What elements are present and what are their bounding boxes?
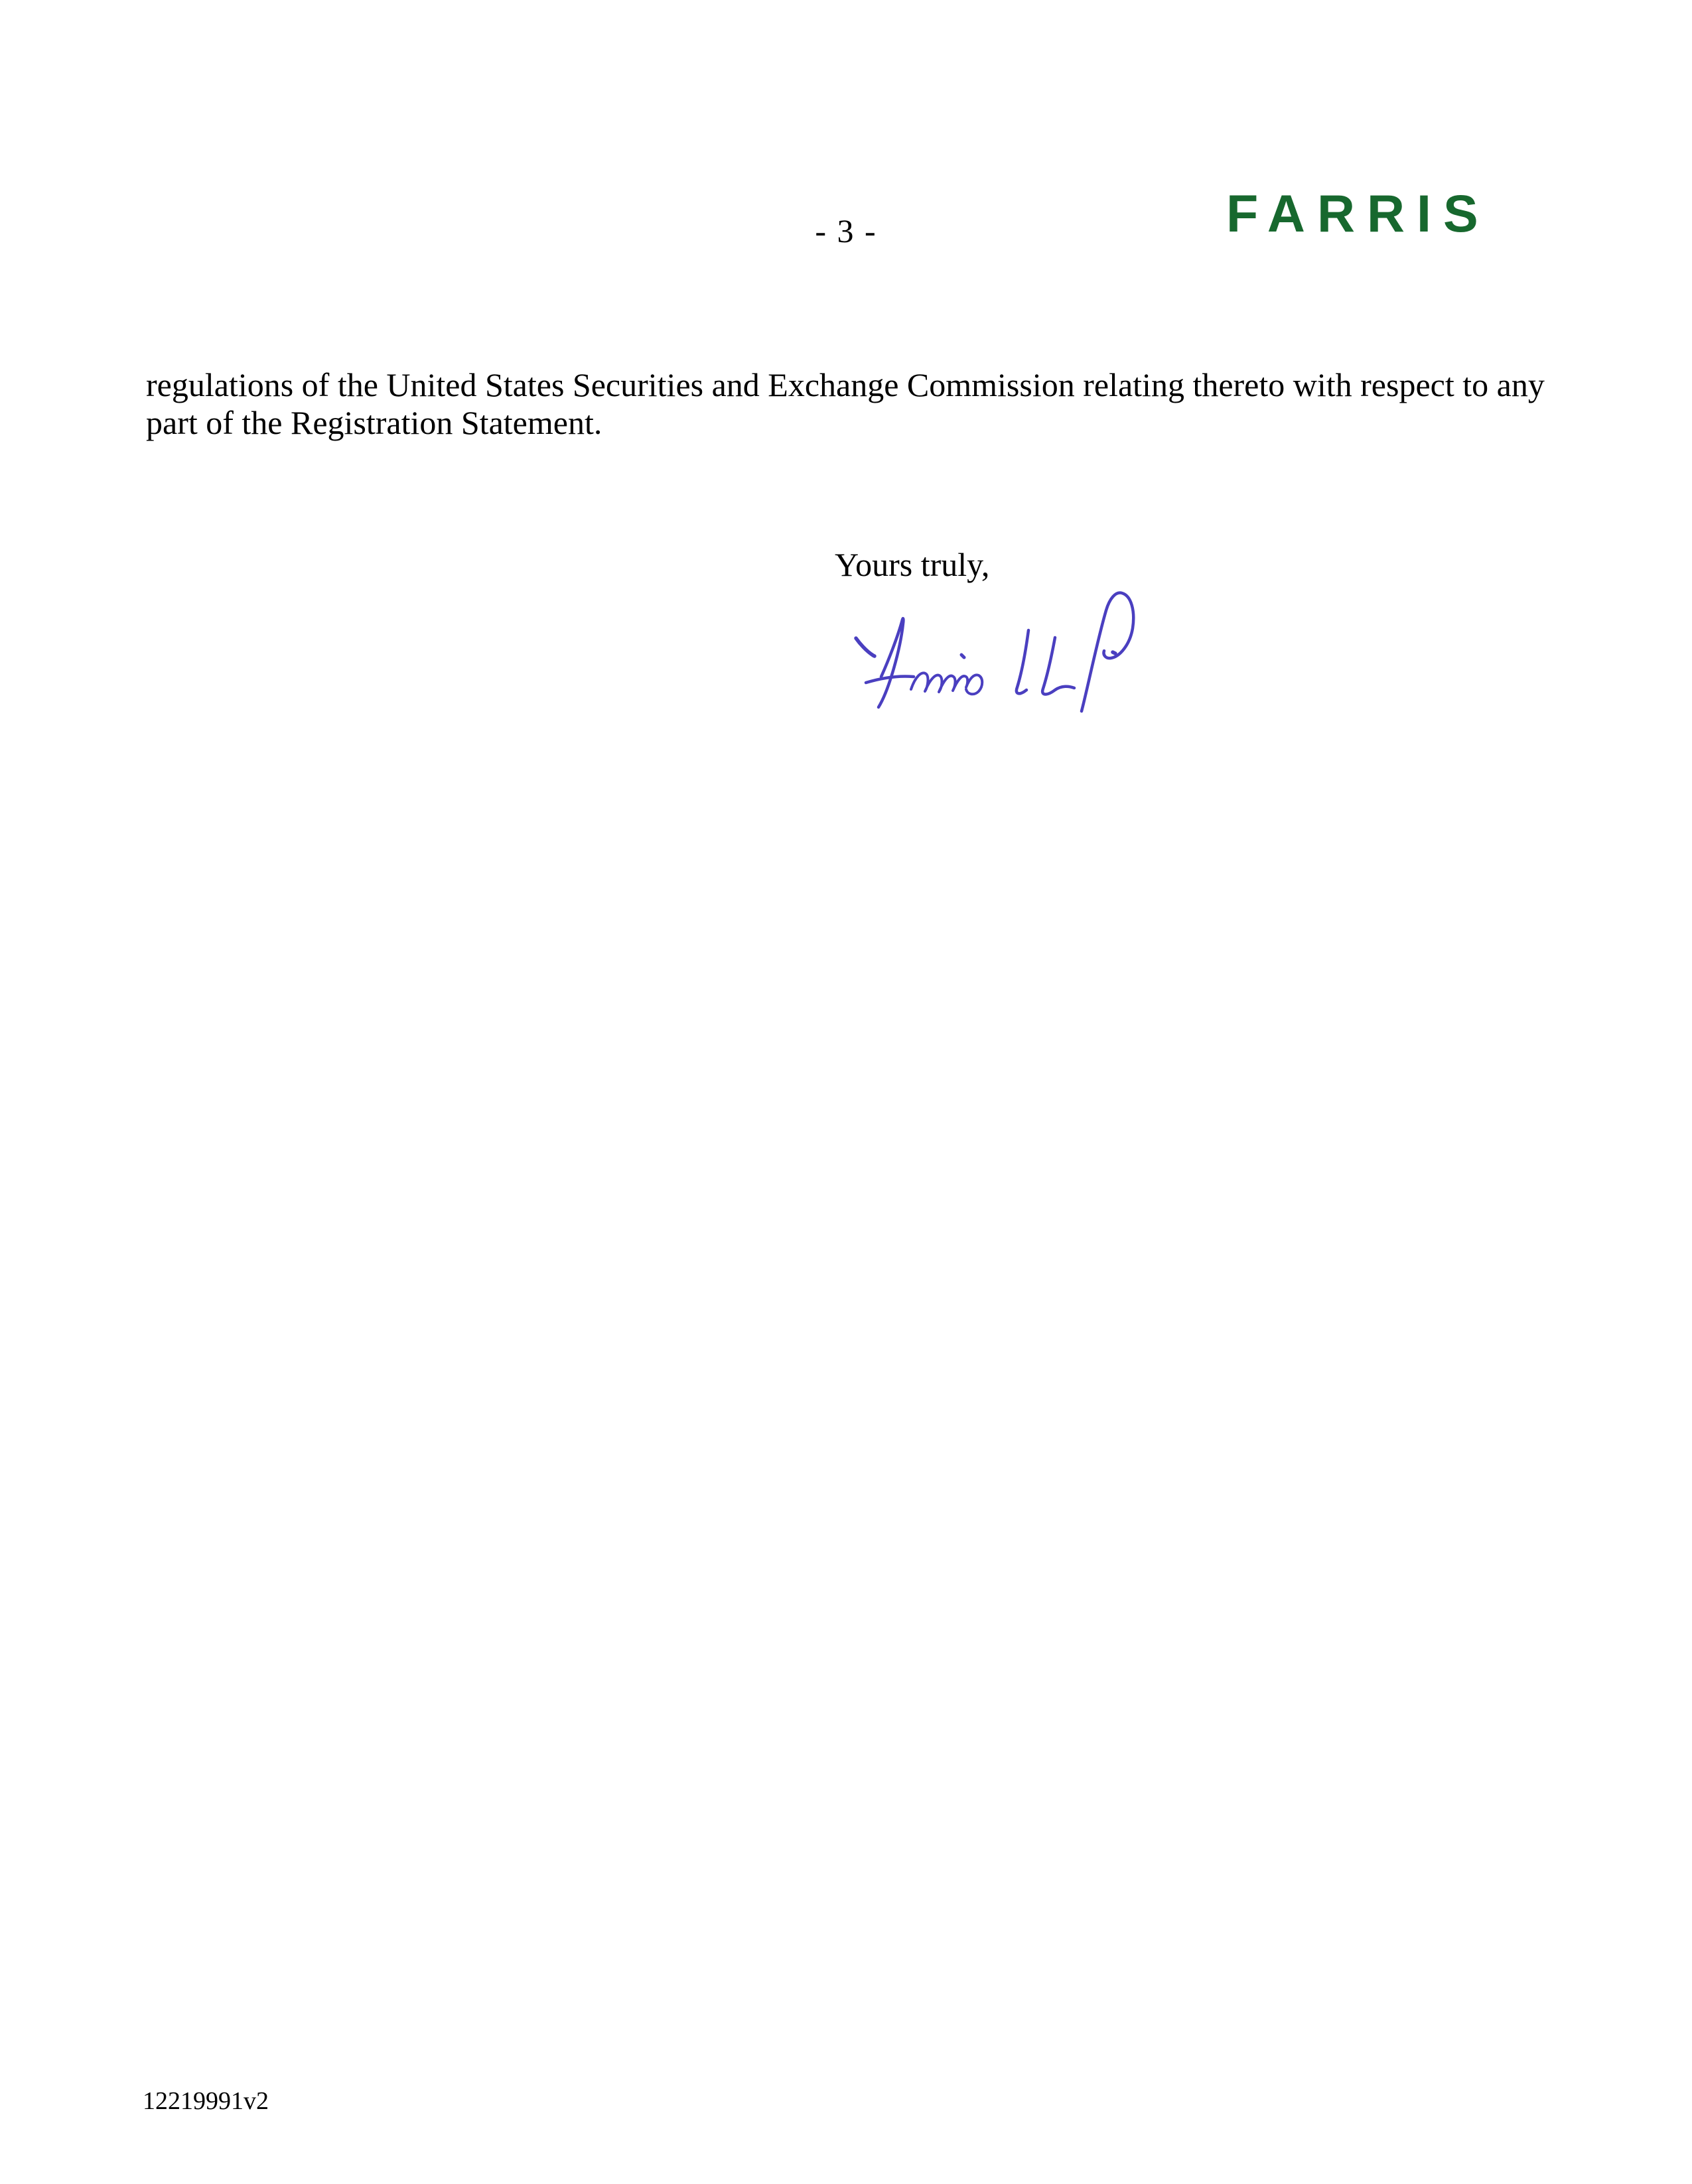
signature-path <box>1017 630 1028 693</box>
letter-body <box>146 366 1606 442</box>
page-number: - 3 - <box>815 212 877 249</box>
signature-strokes <box>856 593 1133 711</box>
document-id-footer: 12219991v2 <box>143 2087 269 2115</box>
signature-image <box>848 589 1147 730</box>
body-line-1: regulations of the United States Securities and Exchange Commission relating thereto with respect to any <box>146 366 1545 403</box>
signature-path <box>879 618 903 707</box>
farris-logo: FARRIS <box>1226 184 1490 243</box>
signature-path <box>1082 593 1133 711</box>
signature-path <box>1113 652 1115 653</box>
closing-salutation: Yours truly, <box>835 546 990 583</box>
signature-path <box>911 673 982 694</box>
signature-path <box>961 655 964 657</box>
signature-path <box>1042 638 1074 695</box>
signature-path <box>856 638 875 656</box>
body-line-2: part of the Registration Statement. <box>146 404 602 441</box>
